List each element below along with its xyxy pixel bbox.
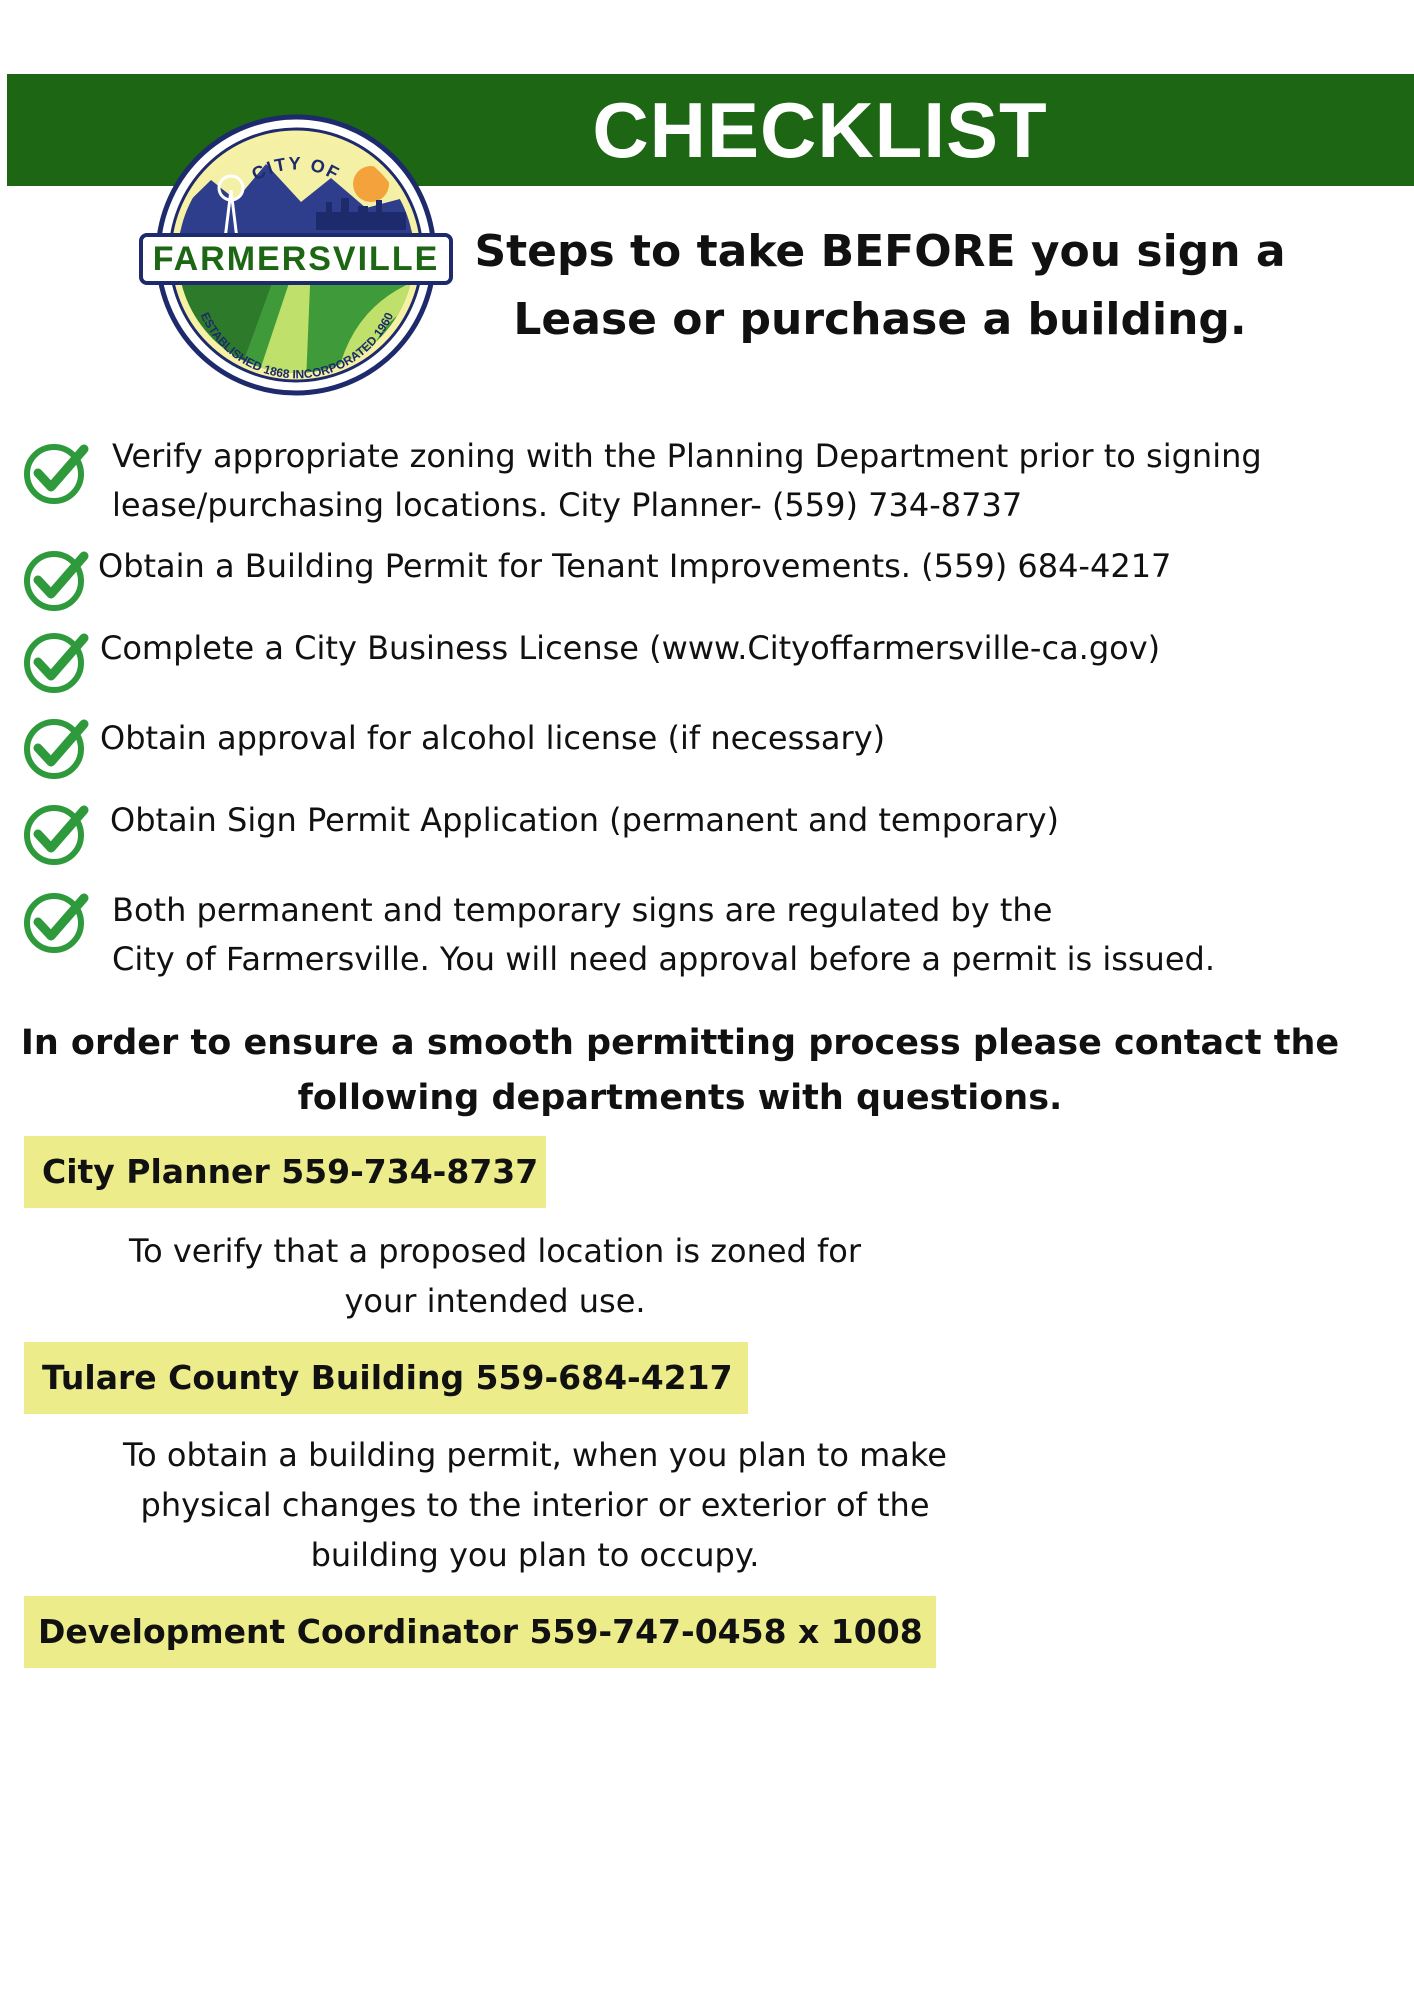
check-circle-icon [22, 626, 92, 696]
checklist-line: Obtain approval for alcohol license (if necessary) [100, 719, 886, 757]
check-circle-icon [22, 798, 92, 868]
page-title: CHECKLIST [592, 86, 1048, 174]
checklist-text [112, 432, 1262, 530]
department-description-line: building you plan to occupy. [310, 1536, 760, 1574]
checklist-text [100, 714, 885, 763]
department-description-line: To obtain a building permit, when you plan to make [123, 1436, 947, 1474]
department-description [60, 1430, 1010, 1580]
department-description-line: your intended use. [344, 1282, 646, 1320]
city-seal-logo [136, 112, 456, 398]
department-tulare-county-building [24, 1342, 748, 1414]
contact-intro-line: following departments with questions. [297, 1078, 1063, 1118]
check-circle-icon [22, 437, 92, 507]
contact-intro-line: In order to ensure a smooth permitting process please contact the [20, 1023, 1340, 1063]
logo-top-text: CITY OF [248, 153, 344, 185]
check-circle-icon [22, 544, 92, 614]
department-label: Development Coordinator 559-747-0458 x 1008 [38, 1612, 923, 1651]
check-circle-icon [22, 712, 92, 782]
checklist-line: Obtain a Building Permit for Tenant Improvements. (559) 684-4217 [98, 547, 1172, 585]
department-city-planner [24, 1136, 546, 1208]
checklist-line: Both permanent and temporary signs are regulated by the [112, 891, 1053, 929]
check-circle-icon [22, 886, 92, 956]
checklist-line: Verify appropriate zoning with the Planning Department prior to signing [112, 437, 1262, 475]
checklist-text [100, 624, 1160, 673]
checklist-text [112, 886, 1215, 984]
department-description-line: To verify that a proposed location is zoned for [128, 1232, 862, 1270]
subtitle [470, 218, 1290, 354]
checklist-line: lease/purchasing locations. City Planner- (559) 734-8737 [112, 486, 1023, 524]
department-label: City Planner 559-734-8737 [42, 1152, 539, 1191]
department-description-line: physical changes to the interior or exterior of the [140, 1486, 930, 1524]
checklist-text [98, 542, 1171, 591]
checklist-line: Obtain Sign Permit Application (permanent and temporary) [110, 801, 1059, 839]
logo-ring-text: ESTABLISHED 1868 INCORPORATED 1960 [197, 310, 397, 382]
contact-intro [10, 1016, 1350, 1126]
logo-name: FARMERSVILLE [152, 240, 440, 278]
checklist-line: Complete a City Business License (www.Cityoffarmersville-ca.gov) [100, 629, 1161, 667]
department-development-coordinator [24, 1596, 936, 1668]
checklist-line: City of Farmersville. You will need approval before a permit is issued. [112, 940, 1215, 978]
subtitle-line: Steps to take BEFORE you sign a [474, 226, 1286, 277]
subtitle-line: Lease or purchase a building. [513, 294, 1247, 345]
department-label: Tulare County Building 559-684-4217 [42, 1358, 733, 1397]
department-description [60, 1226, 930, 1326]
checklist-text [110, 796, 1059, 845]
